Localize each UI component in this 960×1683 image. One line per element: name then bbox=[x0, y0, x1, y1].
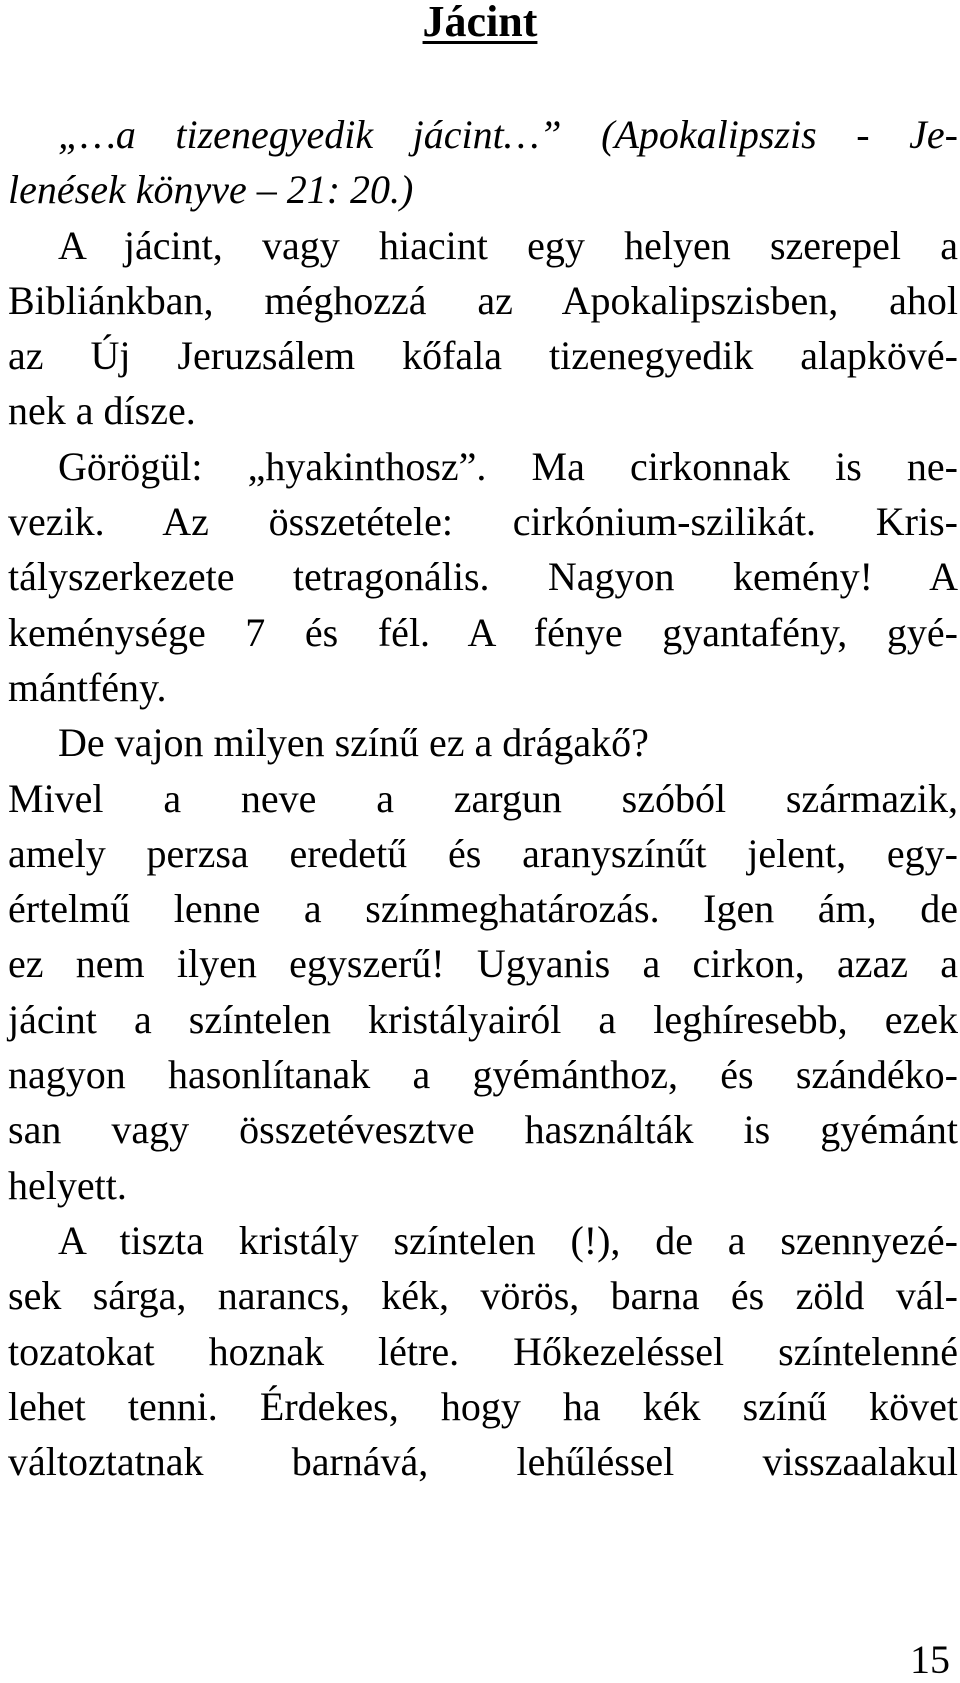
text-line: ez nem ilyen egyszerű! Ugyanis a cirkon, azaz a bbox=[8, 941, 958, 987]
text-line: De vajon milyen színű ez a drágakő? bbox=[58, 720, 649, 766]
text-line: Bibliánkban, méghozzá az Apokalipszisben, ahol bbox=[8, 277, 958, 323]
text-line: az Új Jeruzsálem kőfala tizenegyedik alapkövé- bbox=[8, 333, 958, 379]
text-line: A tiszta kristály színtelen (!), de a szennyezé- bbox=[58, 1217, 958, 1263]
text-line: san vagy összetévesztve használták is gyémánt bbox=[8, 1107, 958, 1153]
text-line: A jácint, vagy hiacint egy helyen szerepel a bbox=[58, 222, 958, 268]
page-title: Jácint bbox=[422, 0, 538, 46]
text-line: lehet tenni. Érdekes, hogy ha kék színű követ bbox=[8, 1383, 958, 1429]
text-line: tozatokat hoznak létre. Hőkezeléssel színtelenné bbox=[8, 1328, 958, 1374]
text-line: vezik. Az összetétele: cirkónium-szilikát. Kris- bbox=[8, 499, 958, 545]
text-line: jácint a színtelen kristályairól a leghíresebb, ezek bbox=[8, 996, 958, 1042]
text-line: Mivel a neve a zargun szóból származik, bbox=[8, 775, 958, 821]
text-line: helyett. bbox=[8, 1162, 127, 1208]
text-line: nagyon hasonlítanak a gyémánthoz, és szándéko- bbox=[8, 1052, 958, 1098]
text-line: értelmű lenne a színmeghatározás. Igen ám, de bbox=[8, 886, 958, 932]
text-line: lenések könyve – 21: 20.) bbox=[8, 167, 414, 213]
text-line: tályszerkezete tetragonális. Nagyon kemény! A bbox=[8, 554, 958, 600]
text-line: „…a tizenegyedik jácint…” (Apokalipszis - Je- bbox=[58, 112, 958, 157]
text-line: mántfény. bbox=[8, 664, 167, 710]
text-line: Görögül: „hyakinthosz”. Ma cirkonnak is ne- bbox=[58, 443, 958, 489]
text-line: sek sárga, narancs, kék, vörös, barna és zöld vál- bbox=[8, 1273, 958, 1319]
text-line: változtatnak barnává, lehűléssel visszaalakul bbox=[8, 1439, 958, 1485]
text-line: amely perzsa eredetű és aranyszínűt jelent, egy- bbox=[8, 830, 958, 876]
page-number: 15 bbox=[910, 1637, 950, 1682]
body-text bbox=[8, 107, 958, 1489]
text-line: nek a dísze. bbox=[8, 388, 196, 434]
text-line: keménysége 7 és fél. A fénye gyantafény, gyé- bbox=[8, 609, 958, 655]
